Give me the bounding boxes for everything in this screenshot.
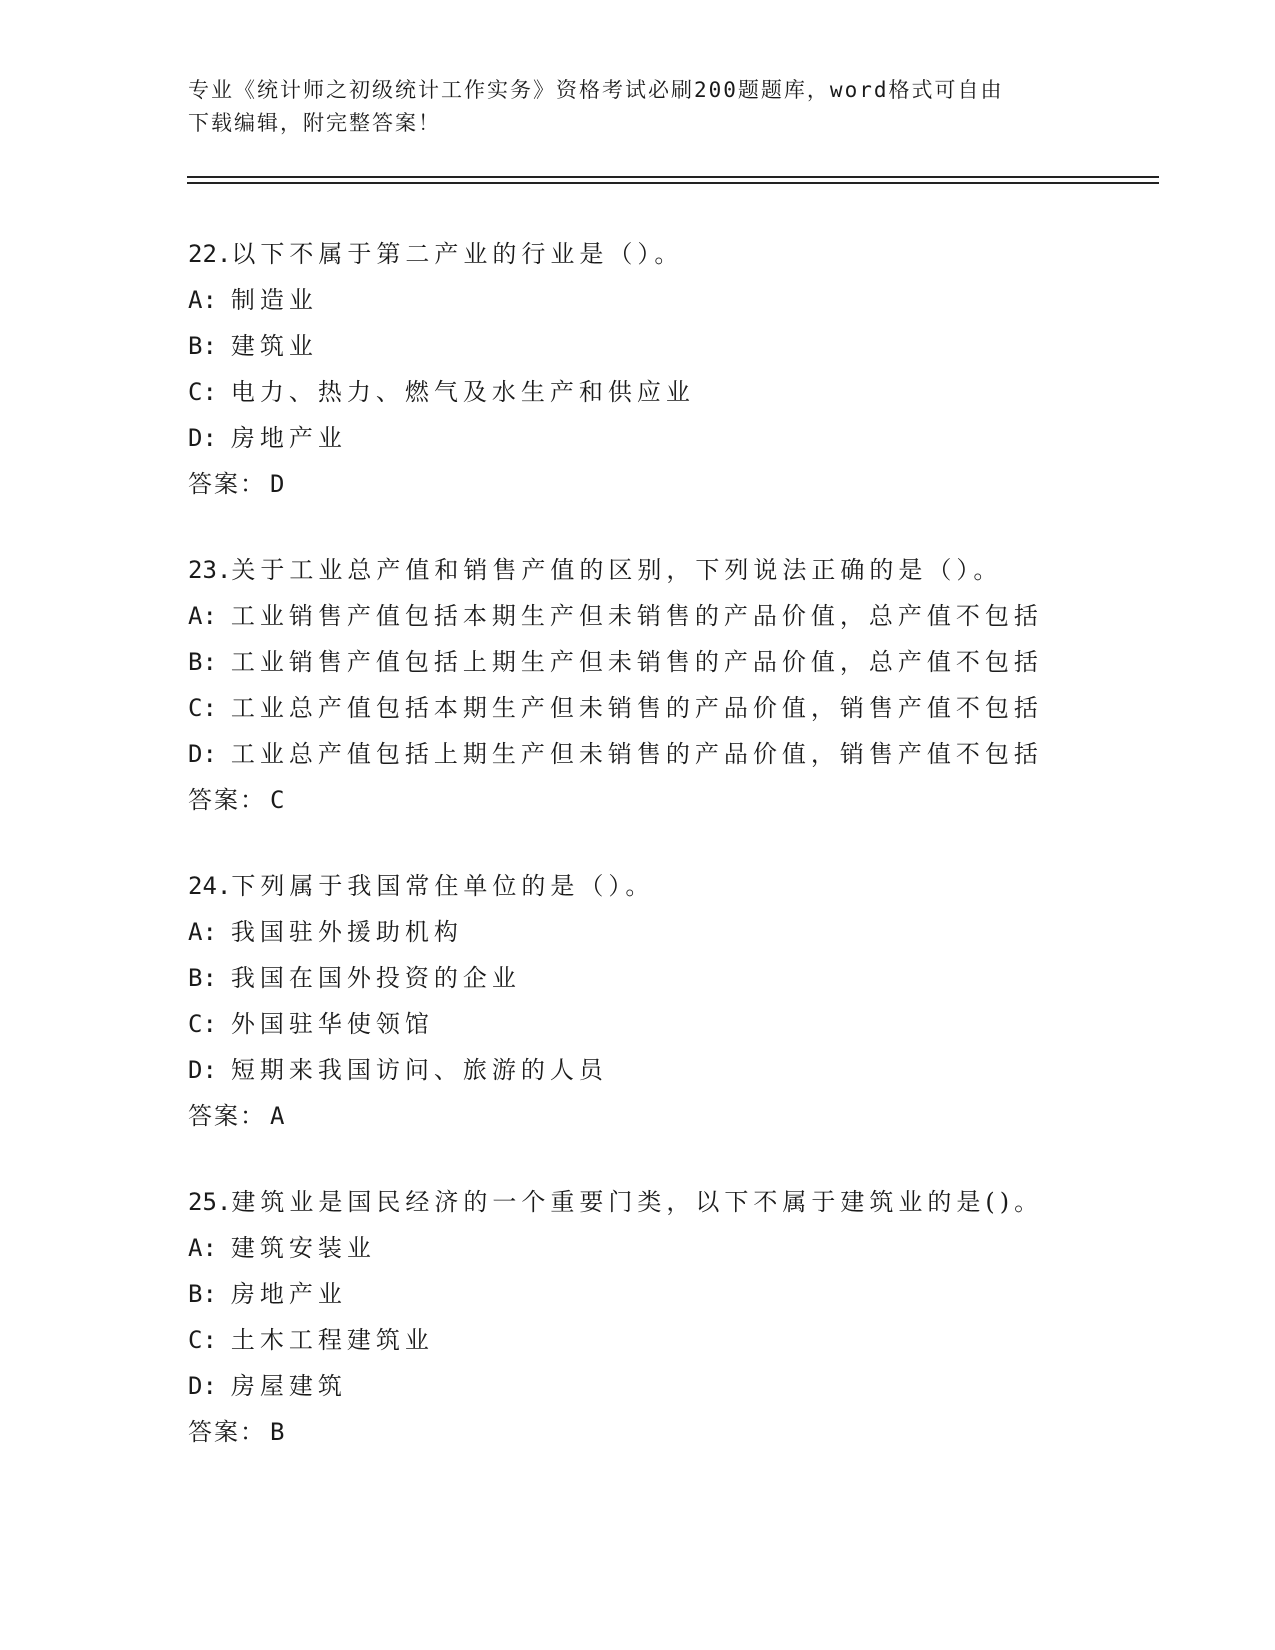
option-key: C: bbox=[188, 694, 217, 722]
option-key: C: bbox=[188, 378, 217, 406]
option-text: 房地产业 bbox=[230, 1280, 347, 1308]
option-key: B: bbox=[188, 964, 217, 992]
question-number: 24. bbox=[188, 872, 232, 900]
option-text: 房地产业 bbox=[230, 424, 347, 452]
option-key: B: bbox=[188, 648, 217, 676]
option-d bbox=[188, 1047, 1188, 1093]
option-b bbox=[188, 323, 1188, 369]
option-c bbox=[188, 1001, 1188, 1047]
option-key: B: bbox=[188, 1280, 217, 1308]
question-text: 以下不属于第二产业的行业是（）。 bbox=[231, 240, 684, 268]
option-d bbox=[188, 731, 1188, 777]
option-d bbox=[188, 1363, 1188, 1409]
option-key: B: bbox=[188, 332, 217, 360]
option-text: 工业总产值包括上期生产但未销售的产品价值，销售产值不包括 bbox=[230, 740, 1043, 768]
header-divider-bottom bbox=[187, 182, 1159, 184]
answer-value: A bbox=[270, 1102, 287, 1130]
question-number: 25. bbox=[188, 1188, 232, 1216]
option-c bbox=[188, 369, 1188, 415]
option-b bbox=[188, 955, 1188, 1001]
option-b bbox=[188, 639, 1188, 685]
answer-label: 答案： bbox=[188, 1418, 266, 1446]
option-c bbox=[188, 685, 1188, 731]
option-key: D: bbox=[188, 1056, 217, 1084]
option-b bbox=[188, 1271, 1188, 1317]
question-text: 下列属于我国常住单位的是（）。 bbox=[231, 872, 655, 900]
option-text: 外国驻华使领馆 bbox=[230, 1010, 434, 1038]
header-divider-top bbox=[187, 176, 1159, 178]
answer-line bbox=[188, 1093, 1188, 1139]
option-key: C: bbox=[188, 1010, 217, 1038]
option-text: 我国驻外援助机构 bbox=[230, 918, 463, 946]
option-key: A: bbox=[188, 602, 217, 630]
document-header bbox=[188, 74, 1088, 140]
option-key: C: bbox=[188, 1326, 217, 1354]
option-text: 土木工程建筑业 bbox=[230, 1326, 434, 1354]
answer-line bbox=[188, 777, 1188, 823]
option-text: 短期来我国访问、旅游的人员 bbox=[230, 1056, 608, 1084]
question-number: 22. bbox=[188, 240, 232, 268]
question-stem bbox=[188, 231, 1188, 277]
question-stem bbox=[188, 1179, 1188, 1225]
option-text: 我国在国外投资的企业 bbox=[230, 964, 521, 992]
option-text: 电力、热力、燃气及水生产和供应业 bbox=[230, 378, 695, 406]
option-text: 制造业 bbox=[230, 286, 318, 314]
header-line-1: 专业《统计师之初级统计工作实务》资格考试必刷200题题库，word格式可自由 bbox=[188, 78, 1004, 102]
option-a bbox=[188, 593, 1188, 639]
option-text: 工业销售产值包括本期生产但未销售的产品价值，总产值不包括 bbox=[230, 602, 1043, 630]
answer-value: D bbox=[270, 470, 287, 498]
option-key: D: bbox=[188, 740, 217, 768]
answer-label: 答案： bbox=[188, 1102, 266, 1130]
question-25 bbox=[188, 1179, 1188, 1455]
option-a bbox=[188, 277, 1188, 323]
header-line-2: 下载编辑，附完整答案！ bbox=[188, 111, 441, 135]
option-d bbox=[188, 415, 1188, 461]
question-24 bbox=[188, 863, 1188, 1139]
answer-line bbox=[188, 1409, 1188, 1455]
option-text: 建筑业 bbox=[230, 332, 318, 360]
answer-value: B bbox=[270, 1418, 287, 1446]
option-a bbox=[188, 1225, 1188, 1271]
question-text: 关于工业总产值和销售产值的区别，下列说法正确的是（）。 bbox=[231, 556, 1003, 584]
option-text: 房屋建筑 bbox=[230, 1372, 347, 1400]
question-number: 23. bbox=[188, 556, 232, 584]
answer-line bbox=[188, 461, 1188, 507]
option-key: A: bbox=[188, 286, 217, 314]
answer-label: 答案： bbox=[188, 470, 266, 498]
option-text: 工业销售产值包括上期生产但未销售的产品价值，总产值不包括 bbox=[230, 648, 1043, 676]
option-text: 工业总产值包括本期生产但未销售的产品价值，销售产值不包括 bbox=[230, 694, 1043, 722]
option-key: A: bbox=[188, 1234, 217, 1262]
option-a bbox=[188, 909, 1188, 955]
question-stem bbox=[188, 547, 1188, 593]
option-key: D: bbox=[188, 1372, 217, 1400]
question-23 bbox=[188, 547, 1188, 823]
option-key: A: bbox=[188, 918, 217, 946]
question-text: 建筑业是国民经济的一个重要门类，以下不属于建筑业的是()。 bbox=[231, 1188, 1044, 1216]
question-stem bbox=[188, 863, 1188, 909]
answer-value: C bbox=[270, 786, 287, 814]
answer-label: 答案： bbox=[188, 786, 266, 814]
option-text: 建筑安装业 bbox=[230, 1234, 376, 1262]
option-key: D: bbox=[188, 424, 217, 452]
question-22 bbox=[188, 231, 1188, 507]
option-c bbox=[188, 1317, 1188, 1363]
